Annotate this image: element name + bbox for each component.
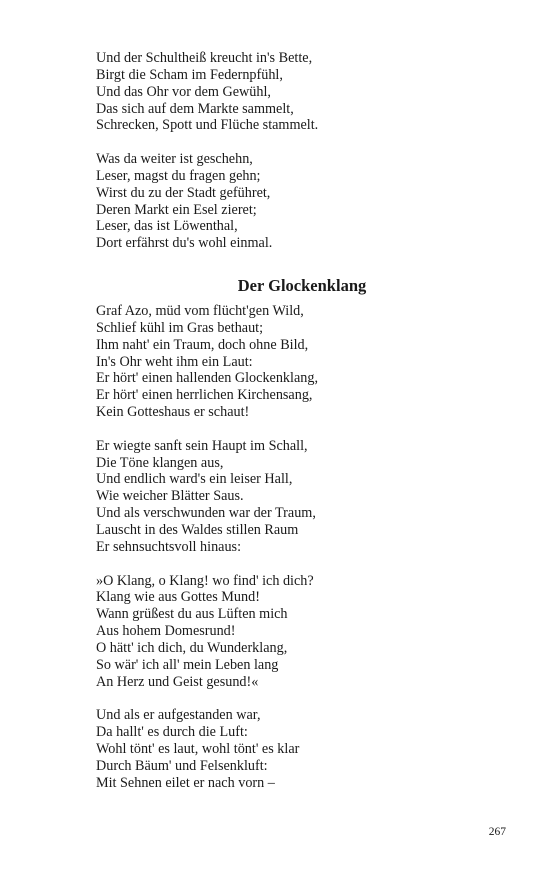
stanza <box>96 50 466 134</box>
verse-line: Da hallt' es durch die Luft: <box>96 724 248 741</box>
verse-line: Ihm naht' ein Traum, doch ohne Bild, <box>96 336 309 353</box>
verse-line: Kein Gotteshaus er schaut! <box>96 404 250 421</box>
stanza-gap <box>96 556 466 573</box>
verse-line: »O Klang, o Klang! wo find' ich dich? <box>96 572 314 589</box>
verse-line: Was da weiter ist geschehn, <box>96 151 253 168</box>
verse-line: Er hört' einen herrlichen Kirchensang, <box>96 387 313 404</box>
verse-line: Und als er aufgestanden war, <box>96 707 261 724</box>
verse-line: So wär' ich all' mein Leben lang <box>96 656 279 673</box>
stanza-gap <box>96 134 466 151</box>
verse-line: Deren Markt ein Esel zieret; <box>96 201 257 218</box>
verse-line: Schrecken, Spott und Flüche stammelt. <box>96 117 319 134</box>
verse-line: Mit Sehnen eilet er nach vorn – <box>96 774 275 791</box>
stanza <box>96 303 466 421</box>
verse-line: Wirst du zu der Stadt geführet, <box>96 184 271 201</box>
poem-continuation <box>96 50 466 252</box>
verse-line: Wohl tönt' es laut, wohl tönt' es klar <box>96 740 300 757</box>
page-number: 267 <box>488 826 506 838</box>
verse-line: Aus hohem Domesrund! <box>96 623 236 640</box>
verse-line: Und das Ohr vor dem Gewühl, <box>96 83 271 100</box>
stanza-gap <box>96 690 466 707</box>
verse-line: An Herz und Geist gesund!« <box>96 673 259 690</box>
poem-body <box>96 303 466 791</box>
poem-title: Der Glockenklang <box>237 276 367 295</box>
stanza <box>96 151 466 252</box>
verse-line: Schlief kühl im Gras bethaut; <box>96 319 264 336</box>
verse-line: Klang wie aus Gottes Mund! <box>96 589 260 606</box>
verse-line: Er sehnsuchtsvoll hinaus: <box>96 538 242 555</box>
verse-line: Lauscht in des Waldes stillen Raum <box>96 521 299 538</box>
stanza <box>96 707 466 791</box>
verse-line: Er hört' einen hallenden Glockenklang, <box>96 370 318 387</box>
stanza-gap <box>96 421 466 438</box>
verse-line: Er wiegte sanft sein Haupt im Schall, <box>96 437 308 454</box>
verse-line: Die Töne klangen aus, <box>96 454 224 471</box>
verse-line: Leser, magst du fragen gehn; <box>96 167 261 184</box>
verse-line: Birgt die Scham im Federnpfühl, <box>96 66 283 83</box>
verse-line: Und der Schultheiß kreucht in's Bette, <box>96 50 313 66</box>
verse-line: Wann grüßest du aus Lüften mich <box>96 606 288 623</box>
verse-line: Das sich auf dem Markte sammelt, <box>96 100 294 117</box>
stanza <box>96 438 466 556</box>
verse-line: Leser, das ist Löwenthal, <box>96 218 238 235</box>
verse-line: Dort erfährst du's wohl einmal. <box>96 235 273 252</box>
verse-line: Wie weicher Blätter Saus. <box>96 488 244 505</box>
verse-line: Und als verschwunden war der Traum, <box>96 505 316 522</box>
verse-line: In's Ohr weht ihm ein Laut: <box>96 353 253 370</box>
stanza <box>96 573 466 691</box>
verse-line: Durch Bäum' und Felsenkluft: <box>96 757 268 774</box>
verse-line: Graf Azo, müd vom flücht'gen Wild, <box>96 303 304 319</box>
verse-line: Und endlich ward's ein leiser Hall, <box>96 471 293 488</box>
verse-line: O hätt' ich dich, du Wunderklang, <box>96 639 288 656</box>
